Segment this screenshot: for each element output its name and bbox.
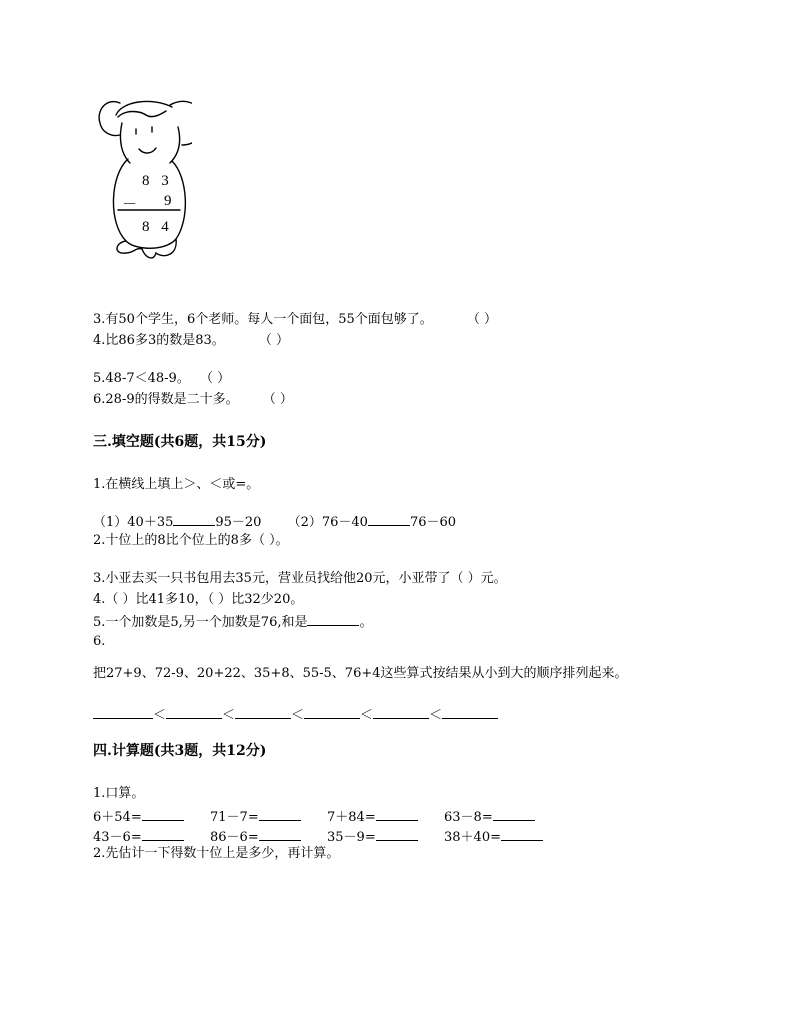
fill-q1-part1-right: 95－20	[215, 515, 262, 530]
oral-answer-blank[interactable]	[142, 808, 184, 821]
judgement-q3-answer[interactable]: （ ）	[466, 312, 498, 327]
order-blank-1[interactable]	[93, 706, 153, 719]
oral-expression: 35－9=	[327, 830, 376, 845]
calc-q2: 2.先估计一下得数十位上是多少，再计算。	[93, 846, 340, 861]
oral-item	[327, 806, 418, 825]
oral-item	[93, 806, 184, 825]
judgement-q6-text: 6.28-9的得数是二十多。	[93, 392, 239, 407]
oral-item	[210, 826, 301, 845]
oral-answer-blank[interactable]	[259, 828, 301, 841]
fill-q3: 3.小亚去买一只书包用去35元，营业员找给他20元，小亚带了（ ）元。	[93, 571, 507, 586]
fill-q6-number: 6.	[93, 634, 106, 649]
oral-expression: 6＋54=	[93, 810, 142, 825]
fill-q5-text: 5.一个加数是5,另一个加数是76,和是	[93, 615, 308, 630]
oral-answer-blank[interactable]	[501, 828, 543, 841]
oral-item	[210, 806, 301, 825]
fill-q6-text: 把27+9、72-9、20+22、35+8、55-5、76+4这些算式按结果从小到大的顺序排列起来。	[93, 666, 628, 681]
order-blank-2[interactable]	[166, 706, 222, 719]
fill-q1-parts	[93, 513, 456, 531]
minuend: 8 3	[142, 173, 173, 189]
fill-q5	[93, 613, 373, 631]
oral-expression: 43－6=	[93, 830, 142, 845]
fill-q1-part2-left: （2）76－40	[287, 515, 368, 530]
oral-answer-blank[interactable]	[376, 828, 418, 841]
oral-answer-blank[interactable]	[493, 808, 535, 821]
difference: 8 4	[142, 219, 173, 235]
oral-expression: 38＋40=	[444, 830, 501, 845]
judgement-q5	[93, 371, 230, 387]
judgement-q5-answer[interactable]: （ ）	[199, 371, 231, 386]
ordering-answer-line	[93, 704, 498, 723]
judgement-q4	[93, 333, 289, 349]
oral-item	[327, 826, 418, 845]
oral-item	[444, 806, 535, 825]
section4-heading: 四.计算题(共3题，共12分)	[93, 743, 267, 759]
fill-q1-part2-right: 76－60	[409, 515, 457, 530]
section3-heading: 三.填空题(共6题，共15分)	[93, 434, 267, 450]
fill-q1-part1-left: （1）40＋35	[93, 515, 174, 530]
oral-item	[444, 826, 543, 845]
calc-q1: 1.口算。	[93, 786, 145, 801]
subtrahend: 9	[164, 193, 172, 209]
lt-sign-1: ＜	[153, 708, 167, 723]
lt-sign-5: ＜	[429, 708, 443, 723]
order-blank-5[interactable]	[373, 706, 429, 719]
minus-sign: －	[122, 197, 138, 213]
judgement-q4-text: 4.比86多3的数是83。	[93, 333, 225, 348]
fill-q4: 4.（ ）比41多10，（ ）比32少20。	[93, 592, 304, 607]
lt-sign-2: ＜	[222, 708, 236, 723]
fill-q2: 2.十位上的8比个位上的8多（ ）。	[93, 533, 289, 548]
oral-item	[93, 826, 184, 845]
oral-answer-blank[interactable]	[259, 808, 301, 821]
order-blank-4[interactable]	[304, 706, 360, 719]
judgement-q3	[93, 312, 497, 328]
judgement-q5-text: 5.48-7＜48-9。	[93, 371, 190, 386]
lt-sign-3: ＜	[291, 708, 305, 723]
oral-expression: 7＋84=	[327, 810, 376, 825]
judgement-q6-answer[interactable]: （ ）	[262, 392, 293, 407]
order-blank-3[interactable]	[235, 706, 291, 719]
oral-answer-blank[interactable]	[142, 828, 184, 841]
oral-expression: 86－6=	[210, 830, 259, 845]
oral-answer-blank[interactable]	[376, 808, 418, 821]
fill-q1-part1-blank[interactable]	[173, 513, 215, 526]
judgement-q6	[93, 392, 293, 408]
fill-q1: 1.在横线上填上＞、＜或=。	[93, 477, 260, 492]
oral-expression: 71－7=	[210, 810, 259, 825]
fill-q1-part2-blank[interactable]	[368, 513, 410, 526]
elephant-subtraction-illustration	[92, 93, 192, 273]
oral-expression: 63－8=	[444, 810, 493, 825]
fill-q5-end: 。	[359, 615, 373, 630]
judgement-q3-text: 3.有50个学生，6个老师。每人一个面包，55个面包够了。	[93, 312, 433, 327]
order-blank-6[interactable]	[442, 706, 498, 719]
fill-q5-blank[interactable]	[307, 613, 359, 626]
judgement-q4-answer[interactable]: （ ）	[258, 333, 290, 348]
lt-sign-4: ＜	[360, 708, 374, 723]
